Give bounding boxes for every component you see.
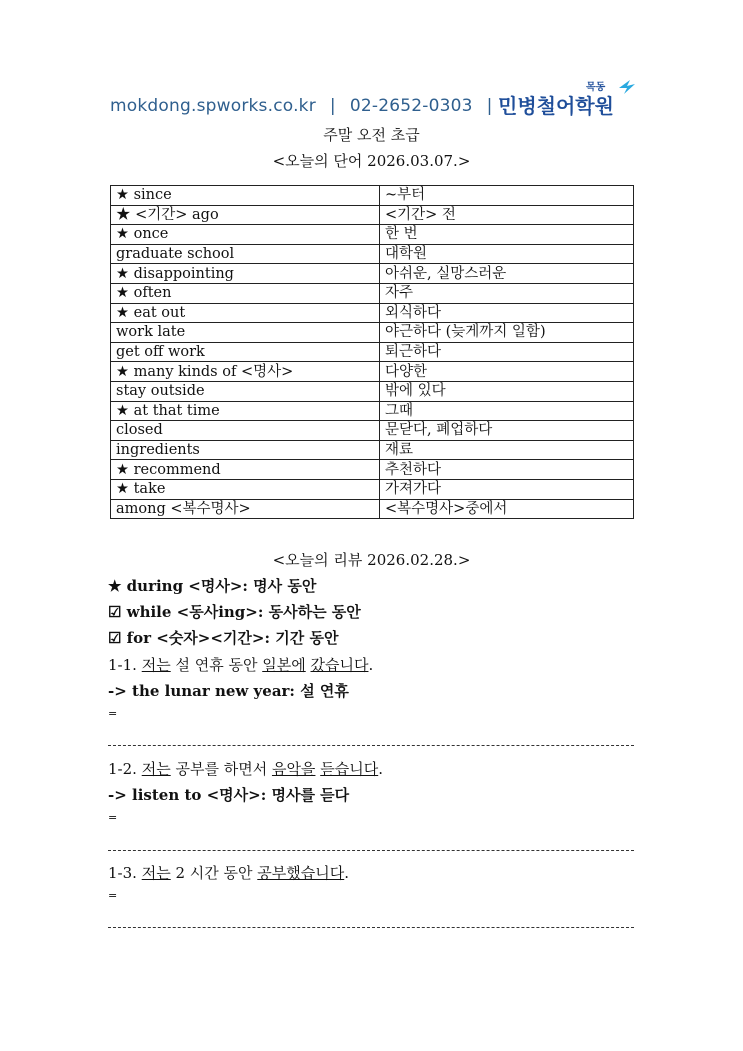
underlined-word: 저는 bbox=[141, 760, 171, 778]
exercise-number: 1-3. bbox=[108, 864, 137, 882]
contact-line bbox=[110, 96, 507, 116]
korean-cell: 재료 bbox=[380, 440, 634, 460]
answer-blank: = bbox=[108, 707, 118, 720]
review-title: <오늘의 리뷰 2026.02.28.> bbox=[272, 551, 471, 569]
table-row bbox=[111, 362, 634, 382]
english-cell: graduate school bbox=[111, 244, 380, 264]
underlined-word: 저는 bbox=[141, 656, 171, 674]
english-cell: ★ eat out bbox=[111, 303, 380, 323]
korean-cell: 밖에 있다 bbox=[380, 381, 634, 401]
separator: | bbox=[329, 96, 336, 116]
english-cell: ingredients bbox=[111, 440, 380, 460]
english-cell: among <복수명사> bbox=[111, 499, 380, 519]
answer-blank: = bbox=[108, 811, 118, 824]
answer-divider bbox=[108, 745, 634, 746]
phone-number: 02-2652-0303 bbox=[349, 96, 473, 116]
answer-divider bbox=[108, 850, 634, 851]
table-row bbox=[111, 225, 634, 245]
logo-branch: 목동 bbox=[586, 82, 606, 93]
english-cell: ★ recommend bbox=[111, 460, 380, 480]
exercise-number: 1-2. bbox=[108, 760, 137, 778]
english-cell: ★ many kinds of <명사> bbox=[111, 362, 380, 382]
separator: | bbox=[486, 96, 493, 116]
exercise-1-3 bbox=[108, 862, 349, 883]
grammar-rule-for: ☑ for <숫자><기간>: 기간 동안 bbox=[108, 629, 339, 647]
table-row bbox=[111, 205, 634, 225]
korean-cell: 그때 bbox=[380, 401, 634, 421]
exercise-end: . bbox=[344, 864, 350, 882]
korean-cell: <기간> 전 bbox=[380, 205, 634, 225]
korean-cell: 추천하다 bbox=[380, 460, 634, 480]
korean-cell: 문닫다, 폐업하다 bbox=[380, 421, 634, 441]
table-row bbox=[111, 303, 634, 323]
grammar-rule-during: ★ during <명사>: 명사 동안 bbox=[108, 577, 317, 595]
table-row bbox=[111, 264, 634, 284]
korean-cell: 외식하다 bbox=[380, 303, 634, 323]
table-row bbox=[111, 323, 634, 343]
korean-cell: 가져가다 bbox=[380, 479, 634, 499]
korean-cell: 대학원 bbox=[380, 244, 634, 264]
exercise-text: 설 연휴 동안 bbox=[170, 656, 263, 674]
english-cell: work late bbox=[111, 323, 380, 343]
underlined-word: 공부했습니다 bbox=[257, 864, 345, 882]
table-row bbox=[111, 460, 634, 480]
table-row bbox=[111, 283, 634, 303]
underlined-word: 갔습니다 bbox=[310, 656, 369, 674]
exercise-text: 2 시간 동안 bbox=[170, 864, 258, 882]
table-row bbox=[111, 440, 634, 460]
exercise-text: 공부를 하면서 bbox=[170, 760, 272, 778]
english-cell: ★ at that time bbox=[111, 401, 380, 421]
exercise-1-1 bbox=[108, 654, 373, 675]
table-row bbox=[111, 499, 634, 519]
page-header bbox=[110, 82, 650, 124]
english-cell: ★ <기간> ago bbox=[111, 205, 380, 225]
underlined-word: 듣습니다 bbox=[320, 760, 379, 778]
vocab-table bbox=[110, 185, 634, 519]
korean-cell: ~부터 bbox=[380, 186, 634, 206]
korean-cell: 야근하다 (늦게까지 일함) bbox=[380, 323, 634, 343]
english-cell: ★ once bbox=[111, 225, 380, 245]
english-cell: get off work bbox=[111, 342, 380, 362]
underlined-word: 일본에 bbox=[262, 656, 306, 674]
korean-cell: 퇴근하다 bbox=[380, 342, 634, 362]
course-title: 주말 오전 초급 bbox=[323, 126, 420, 144]
exercise-1-2 bbox=[108, 758, 383, 779]
english-cell: ★ disappointing bbox=[111, 264, 380, 284]
logo-name: 민병철어학원 bbox=[498, 94, 614, 118]
grammar-rule-while: ☑ while <동사ing>: 동사하는 동안 bbox=[108, 603, 361, 621]
answer-blank: = bbox=[108, 889, 118, 902]
korean-cell: 자주 bbox=[380, 283, 634, 303]
english-cell: ★ since bbox=[111, 186, 380, 206]
english-cell: ★ often bbox=[111, 283, 380, 303]
korean-cell: 한 번 bbox=[380, 225, 634, 245]
korean-cell: 아쉬운, 실망스러운 bbox=[380, 264, 634, 284]
exercise-number: 1-1. bbox=[108, 656, 137, 674]
underlined-word: 저는 bbox=[141, 864, 171, 882]
table-row bbox=[111, 342, 634, 362]
english-cell: closed bbox=[111, 421, 380, 441]
english-cell: ★ take bbox=[111, 479, 380, 499]
korean-cell: <복수명사>중에서 bbox=[380, 499, 634, 519]
table-row bbox=[111, 244, 634, 264]
academy-logo bbox=[498, 76, 638, 122]
table-row bbox=[111, 381, 634, 401]
table-row bbox=[111, 186, 634, 206]
table-row bbox=[111, 479, 634, 499]
exercise-end: . bbox=[368, 656, 374, 674]
website-link[interactable]: mokdong.spworks.co.kr bbox=[110, 96, 316, 116]
answer-divider bbox=[108, 927, 634, 928]
words-of-day-title: <오늘의 단어 2026.03.07.> bbox=[272, 152, 471, 170]
hint-1-2: -> listen to <명사>: 명사를 듣다 bbox=[108, 786, 350, 804]
korean-cell: 다양한 bbox=[380, 362, 634, 382]
table-row bbox=[111, 421, 634, 441]
english-cell: stay outside bbox=[111, 381, 380, 401]
underlined-word: 음악을 bbox=[271, 760, 316, 778]
hint-1-1: -> the lunar new year: 설 연휴 bbox=[108, 682, 349, 700]
table-row bbox=[111, 401, 634, 421]
exercise-end: . bbox=[378, 760, 383, 778]
logo-mark-icon bbox=[616, 76, 638, 98]
